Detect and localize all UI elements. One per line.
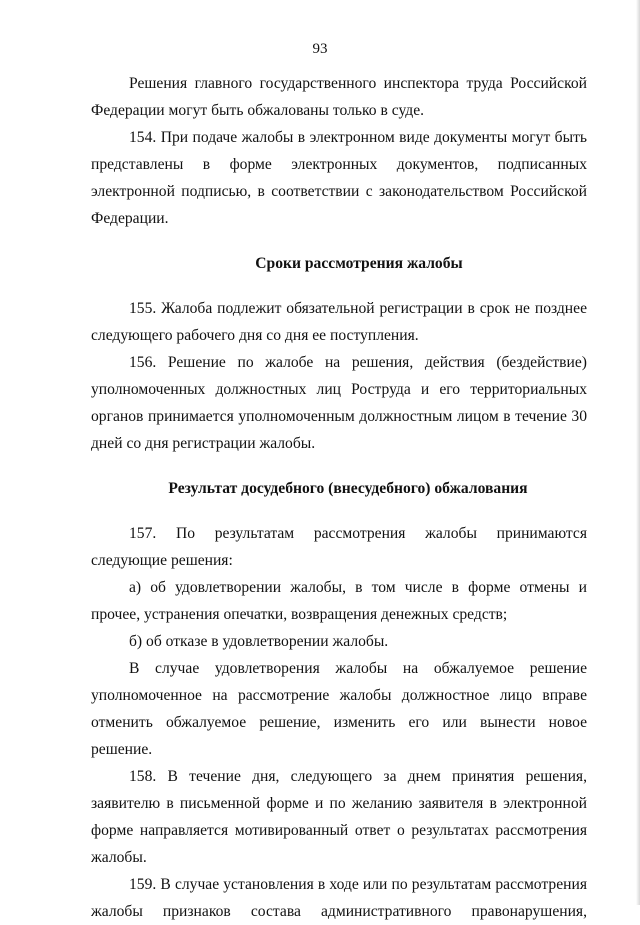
paragraph-154: 154. При подаче жалобы в электронном виде документы могут быть представлены в форме электронных документов, подписанных электронной подписью, в соответствии с законодательством Российской Федерации. — [91, 129, 587, 227]
document-body — [91, 70, 587, 925]
page-number: 93 — [312, 41, 328, 57]
section-heading-review-terms: Сроки рассмотрения жалобы — [255, 255, 463, 272]
paragraph-156: 156. Решение по жалобе на решения, действия (бездействие) уполномоченных должностных лиц Роструда и его территориальных органов принимается уполномоченным должностным лицом в течение 30 дней со дня регистрации жалобы. — [91, 354, 587, 452]
paragraph-157-a: а) об удовлетворении жалобы, в том числе в форме отмены и прочее, устранения опечатки, возвращения денежных средств; — [91, 579, 587, 623]
paragraph-157: 157. По результатам рассмотрения жалобы принимаются следующие решения: — [91, 525, 587, 569]
paragraph-155: 155. Жалоба подлежит обязательной регистрации в срок не позднее следующего рабочего дня со дня ее поступления. — [91, 300, 587, 344]
paragraph-159: 159. В случае установления в ходе или по результатам рассмотрения жалобы признаков состава административного правонарушения, — [91, 876, 587, 920]
paragraph-intro: Решения главного государственного инспектора труда Российской Федерации могут быть обжалованы только в суде. — [91, 75, 587, 119]
paragraph-157-c: В случае удовлетворения жалобы на обжалуемое решение уполномоченное на рассмотрение жалобы должностное лицо вправе отменить обжалуемое решение, изменить его или вынести новое решение. — [91, 660, 587, 758]
paragraph-157-b: б) об отказе в удовлетворении жалобы. — [129, 633, 389, 650]
paragraph-158: 158. В течение дня, следующего за днем принятия решения, заявителю в письменной форме и по желанию заявителя в электронной форме направляется мотивированный ответ о результатах рассмотрения жалобы. — [91, 768, 587, 866]
scan-edge-shadow — [636, 0, 640, 905]
section-heading-appeal-result: Результат досудебного (внесудебного) обжалования — [168, 480, 528, 497]
